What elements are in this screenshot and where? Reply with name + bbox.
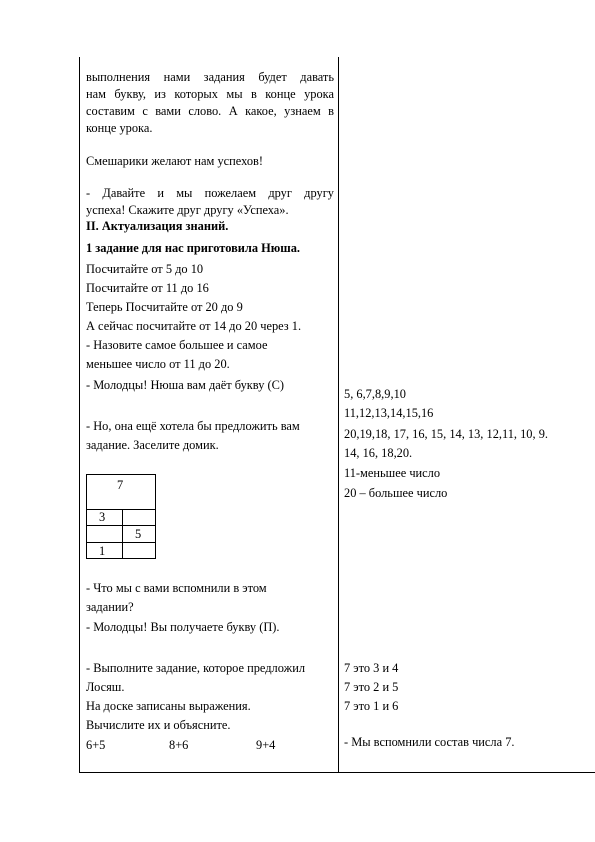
intro-line-4: конце урока.: [86, 121, 153, 135]
table-middle-border: [338, 57, 339, 773]
name-numbers-line-1: - Назовите самое большее и самое: [86, 338, 268, 352]
offer-line-1: - Но, она ещё хотела бы предложить вам: [86, 419, 300, 433]
losyash-line-2: Лосяш.: [86, 680, 125, 694]
expression-1: 6+5: [86, 738, 106, 752]
table-left-border: [79, 57, 80, 773]
name-numbers-line-2: меньшее число от 11 до 20.: [86, 357, 230, 371]
number-house: [86, 474, 156, 559]
letter-p-line: - Молодцы! Вы получаете букву (П).: [86, 620, 280, 634]
composition-line-1: 7 это 3 и 4: [344, 661, 399, 675]
composition-line-3: 7 это 1 и 6: [344, 699, 399, 713]
recall-question-line-2: задании?: [86, 600, 134, 614]
offer-line-2: задание. Заселите домик.: [86, 438, 219, 452]
answer-line-2: 11,12,13,14,15,16: [344, 406, 434, 420]
count-line-1: Посчитайте от 5 до 10: [86, 262, 204, 276]
answer-line-6: 20 – большее число: [344, 486, 448, 500]
intro-line-3: составим с вами слово. А какое, узнаем в: [86, 104, 334, 118]
composition-line-2: 7 это 2 и 5: [344, 680, 399, 694]
expression-3: 9+4: [256, 738, 276, 752]
intro-line-1: выполнения нами задания будет давать: [86, 70, 334, 84]
answer-line-5: 11-меньшее число: [344, 466, 441, 480]
recalled-line: - Мы вспомнили состав числа 7.: [344, 735, 515, 749]
answer-line-3: 20,19,18, 17, 16, 15, 14, 13, 12,11, 10, 9.: [344, 427, 548, 441]
count-line-3: Теперь Посчитайте от 20 до 9: [86, 300, 243, 314]
wish-line-2: успеха! Скажите друг другу «Успеха».: [86, 203, 289, 217]
task1-title: 1 задание для нас приготовила Нюша.: [86, 241, 301, 255]
section-title: II. Актуализация знаний.: [86, 219, 229, 233]
table-bottom-border: [79, 772, 595, 773]
count-line-2: Посчитайте от 11 до 16: [86, 281, 209, 295]
house-cell-r1c1: 3: [99, 510, 106, 524]
losyash-line-1: - Выполните задание, которое предложил: [86, 661, 306, 675]
house-cell-r2c2: 5: [135, 527, 142, 541]
answer-line-1: 5, 6,7,8,9,10: [344, 387, 406, 401]
expression-2: 8+6: [169, 738, 189, 752]
intro-line-2: нам букву, из которых мы в конце урока: [86, 87, 334, 101]
calc-line: Вычислите их и объясните.: [86, 718, 231, 732]
letter-s-line: - Молодцы! Нюша вам даёт букву (С): [86, 378, 285, 392]
board-line: На доске записаны выражения.: [86, 699, 251, 713]
house-roof-number: 7: [117, 478, 124, 492]
recall-question-line-1: - Что мы с вами вспомнили в этом: [86, 581, 267, 595]
house-cell-r3c1: 1: [99, 544, 106, 558]
count-line-4: А сейчас посчитайте от 14 до 20 через 1.: [86, 319, 302, 333]
smeshariki-line: Смешарики желают нам успехов!: [86, 154, 264, 168]
wish-line-1: - Давайте и мы пожелаем друг другу: [86, 186, 334, 200]
answer-line-4: 14, 16, 18,20.: [344, 446, 413, 460]
